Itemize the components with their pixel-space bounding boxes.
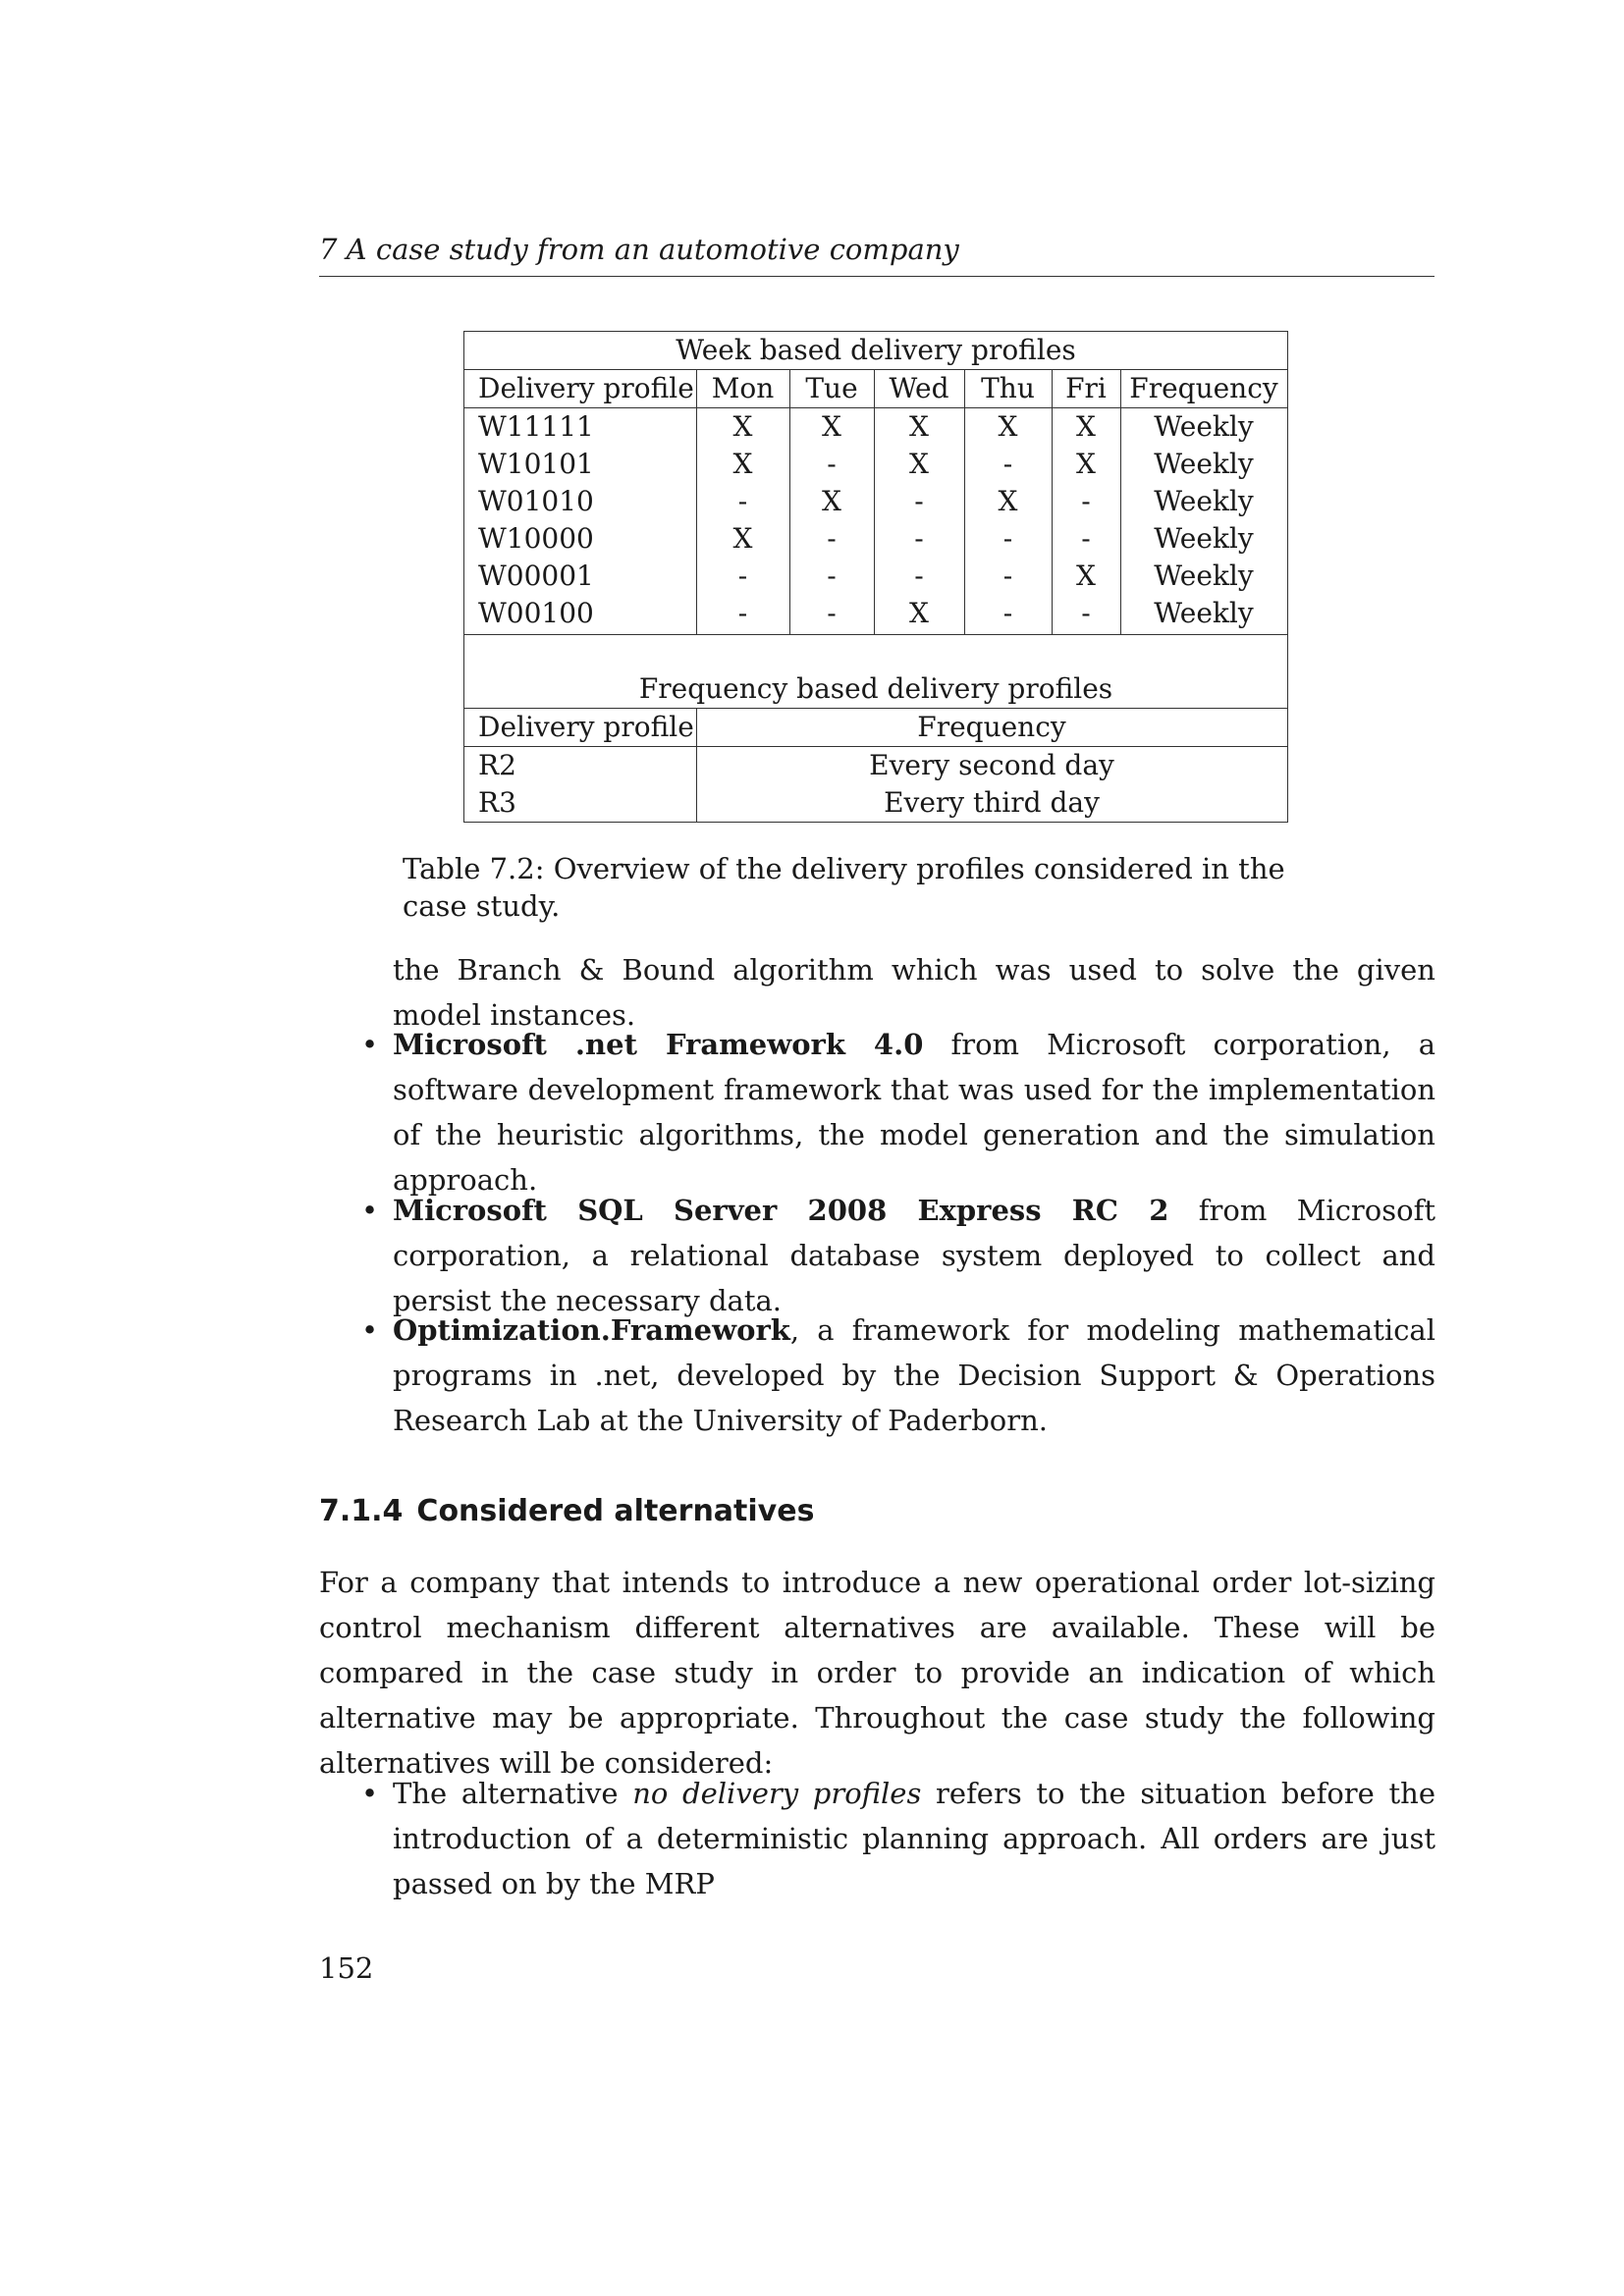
day-cell: -: [737, 485, 748, 517]
bullet-icon: •: [361, 1777, 379, 1810]
frequency-cell: Weekly: [1154, 522, 1254, 555]
day-cell: X: [998, 410, 1018, 443]
section-title: Considered alternatives: [416, 1494, 815, 1528]
day-cell: -: [1081, 485, 1091, 517]
day-cell: -: [827, 522, 837, 555]
frequency-cell: Every third day: [884, 786, 1100, 819]
day-cell: -: [1002, 560, 1013, 592]
bullet-bold-term: Optimization.Framework: [393, 1313, 790, 1347]
column-header: Delivery profile: [478, 711, 694, 743]
page-number: 152: [319, 1951, 374, 1985]
bullet-bold-term: Microsoft SQL Server 2008 Express RC 2: [393, 1194, 1169, 1227]
day-cell: -: [1081, 597, 1091, 629]
column-header: Delivery profile: [478, 372, 694, 404]
frequency-cell: Weekly: [1154, 485, 1254, 517]
list-item: [393, 1188, 1435, 1323]
week-table-title: Week based delivery profiles: [676, 334, 1076, 366]
table-row: [464, 483, 1287, 520]
day-cell: X: [1076, 560, 1096, 592]
bullet-icon: •: [361, 1028, 379, 1061]
list-item: [393, 1771, 1435, 1906]
table-row: [464, 446, 1287, 483]
list-item: [393, 1022, 1435, 1202]
column-header: Mon: [711, 372, 775, 404]
bullet-text: refers to the situation before the introduction of a deterministic planning approach. All orders are just passed on by the MRP: [393, 1777, 1435, 1900]
column-header: Frequency: [1129, 372, 1278, 404]
day-cell: -: [1002, 597, 1013, 629]
profile-cell: W11111: [478, 410, 594, 443]
week-header-row: [464, 370, 1287, 407]
table-row: [464, 595, 1287, 632]
day-cell: X: [909, 410, 929, 443]
bullet-icon: •: [361, 1194, 379, 1227]
frequency-cell: Weekly: [1154, 597, 1254, 629]
table-caption: Table 7.2: Overview of the delivery profiles considered in the case study.: [403, 852, 1285, 923]
bullet-text: , a framework for modeling mathematical programs in .net, developed by the Decision Support & Operations Research Lab at the University of Paderborn.: [393, 1313, 1435, 1437]
profile-cell: R3: [478, 786, 516, 819]
delivery-profiles-table: [463, 331, 1288, 823]
body-paragraph: For a company that intends to introduce a new operational order lot-sizing control mechanism different alternatives are available. These will be compared in the case study in order to provide an indication of which alternative may be appropriate. Throughout the case study the following alternatives will be considered:: [319, 1566, 1435, 1780]
frequency-header-row: [464, 709, 1287, 746]
bullet-bold-term: Microsoft .net Framework 4.0: [393, 1028, 924, 1061]
column-header: Thu: [981, 372, 1035, 404]
day-cell: X: [732, 522, 753, 555]
bullet-italic-term: no delivery profiles: [632, 1777, 922, 1810]
day-cell: -: [827, 560, 837, 592]
profile-cell: W00100: [478, 597, 594, 629]
day-cell: -: [737, 597, 748, 629]
profile-cell: W10000: [478, 522, 594, 555]
running-header: 7 A case study from an automotive company: [319, 233, 959, 266]
column-header: Tue: [805, 372, 858, 404]
frequency-cell: Every second day: [869, 749, 1114, 781]
bullet-text: The alternative: [393, 1777, 633, 1810]
day-cell: -: [827, 597, 837, 629]
day-cell: X: [822, 485, 841, 517]
table-row: [464, 408, 1287, 446]
table-row: [464, 558, 1287, 595]
day-cell: X: [822, 410, 841, 443]
table-row: [464, 784, 1287, 822]
section-number: 7.1.4: [319, 1494, 404, 1528]
profile-cell: W01010: [478, 485, 594, 517]
day-cell: X: [1076, 448, 1096, 480]
column-header: Frequency: [917, 711, 1066, 743]
day-cell: X: [732, 448, 753, 480]
day-cell: -: [914, 485, 924, 517]
frequency-cell: Weekly: [1154, 410, 1254, 443]
bullet-text: from Microsoft corporation, a software development framework that was used for the implementation of the heuristic algorithms, the model generation and the simulation approach.: [393, 1028, 1435, 1197]
day-cell: X: [732, 410, 753, 443]
table-row: [464, 520, 1287, 558]
day-cell: -: [737, 560, 748, 592]
header-rule: [319, 276, 1435, 277]
profile-cell: W00001: [478, 560, 594, 592]
frequency-cell: Weekly: [1154, 448, 1254, 480]
bullet-icon: •: [361, 1313, 379, 1347]
continuation-text: the Branch & Bound algorithm which was used to solve the given model instances.: [393, 953, 1435, 1032]
day-cell: -: [827, 448, 837, 480]
section-heading: [319, 1492, 814, 1531]
profile-cell: W10101: [478, 448, 594, 480]
day-cell: X: [1076, 410, 1096, 443]
day-cell: -: [1002, 522, 1013, 555]
day-cell: -: [914, 522, 924, 555]
list-item: [393, 1308, 1435, 1443]
profile-cell: R2: [478, 749, 516, 781]
frequency-cell: Weekly: [1154, 560, 1254, 592]
day-cell: X: [909, 597, 929, 629]
column-header: Wed: [889, 372, 949, 404]
day-cell: -: [914, 560, 924, 592]
table-row: [464, 747, 1287, 784]
frequency-table-title: Frequency based delivery profiles: [638, 672, 1113, 705]
day-cell: X: [998, 485, 1018, 517]
day-cell: X: [909, 448, 929, 480]
day-cell: -: [1081, 522, 1091, 555]
day-cell: -: [1002, 448, 1013, 480]
column-header: Fri: [1065, 372, 1107, 404]
bullet-text: from Microsoft corporation, a relational database system deployed to collect and persist the necessary data.: [393, 1194, 1435, 1317]
